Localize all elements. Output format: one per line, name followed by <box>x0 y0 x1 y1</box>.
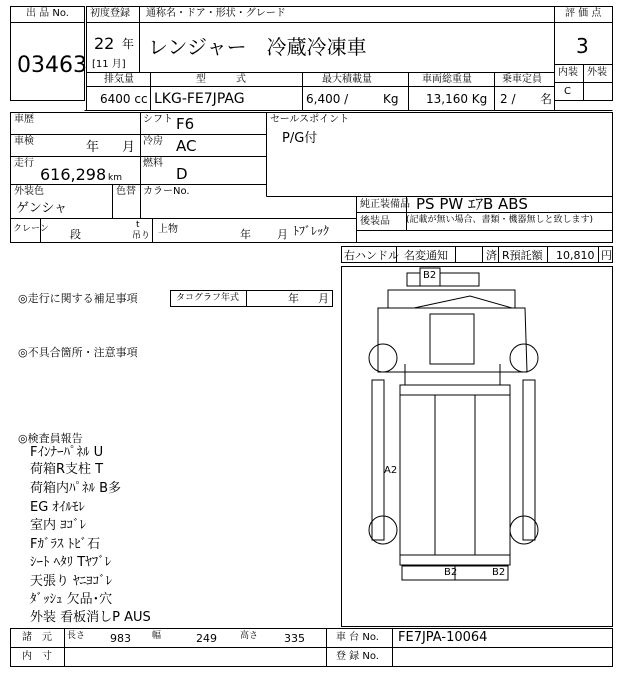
displacement: 6400 cc <box>100 92 148 106</box>
ac: AC <box>176 137 197 155</box>
sales-point-label: セールスポイント <box>270 114 350 125</box>
aftermarket-label: 後装品 <box>360 216 390 227</box>
report-line: 室内 ﾖｺﾞﾚ <box>30 518 87 533</box>
inspection-label: 車検 <box>14 136 34 147</box>
interior-dimensions-label: 内 寸 <box>22 651 52 662</box>
width: 249 <box>196 632 217 645</box>
right-hand-drive: 右ハンドル <box>344 249 399 262</box>
inspector-report-label: ◎検査員報告 <box>18 432 83 445</box>
ac-label: 冷房 <box>143 136 163 147</box>
body-type: ﾄﾌﾞﾚｯｸ <box>293 224 330 238</box>
report-line: ｼｰﾄ ﾍﾀﾘ Tﾔﾌﾞﾚ <box>30 555 112 570</box>
recycle-deposit-amount: 10,810 <box>556 249 595 262</box>
lot-number-label: 出 品 No. <box>26 8 69 19</box>
interior-grade: C <box>564 86 571 97</box>
height: 335 <box>284 632 305 645</box>
tachograph-year-unit: 年 <box>288 292 299 305</box>
crane-lift-unit: 吊り <box>132 231 151 241</box>
chassis-number: FE7JPA-10064 <box>398 630 488 645</box>
displacement-label: 排気量 <box>104 74 134 85</box>
height-label: 高さ <box>240 631 259 641</box>
truck-diagram <box>369 268 538 580</box>
report-line: 外装 看板消しP AUS <box>30 610 151 625</box>
recycle-deposit-label: R預託額 <box>502 249 543 262</box>
damage-mark-front: B2 <box>423 270 437 281</box>
dimensions-label: 諸 元 <box>22 632 52 643</box>
fuel-label: 燃料 <box>143 158 163 169</box>
chassis-number-label: 車 台 No. <box>336 632 379 643</box>
report-line: EG ｵｲﾙﾓﾚ <box>30 500 85 515</box>
registration-month: [11 月] <box>92 59 126 70</box>
color-number-label: カラーNo. <box>143 186 190 197</box>
shift-label: シフト <box>143 114 173 125</box>
exterior-grade-label: 外装 <box>587 67 607 78</box>
aftermarket-note: (記載が無い場合、書類・機器無しと致します) <box>406 215 594 225</box>
car-name: レンジャー 冷蔵冷凍車 <box>148 35 367 59</box>
gross-weight-label: 車両総重量 <box>422 74 472 85</box>
exterior-color: ゲンシャ <box>16 201 68 216</box>
registration-number-label: 登 録 No. <box>336 651 379 662</box>
interior-grade-label: 内装 <box>558 67 578 78</box>
mileage-unit: km <box>108 173 122 183</box>
max-load: 6,400 / <box>306 92 349 106</box>
report-line: 天張り ﾔﾆﾖｺﾞﾚ <box>30 574 113 589</box>
length-label: 長さ <box>67 631 86 641</box>
report-line: 荷箱内ﾊﾟﾈﾙ B多 <box>30 481 122 496</box>
seating-capacity: 2 / <box>500 92 516 106</box>
crane-ton-unit: t <box>136 220 140 230</box>
color-label: 外装色 <box>14 186 44 197</box>
running-notes-label: ◎走行に関する補足事項 <box>18 292 138 305</box>
tachograph-month-unit: 月 <box>318 292 329 305</box>
body-month-unit: 月 <box>277 228 288 241</box>
inspection-year-unit: 年 <box>86 140 100 155</box>
overall-score: 3 <box>576 34 589 58</box>
crane-label: クレーン <box>13 224 49 234</box>
mileage: 616,298 <box>40 165 107 184</box>
color-change-label: 色替 <box>116 186 136 197</box>
capacity-label: 乗車定員 <box>502 74 542 85</box>
model-code: LKG-FE7JPAG <box>154 91 245 107</box>
damage-mark-rear-right: B2 <box>492 567 506 578</box>
damage-mark-rear-left: B2 <box>444 567 458 578</box>
tachograph-label: タコグラフ年式 <box>176 293 240 303</box>
defects-label: ◎不具合箇所・注意事項 <box>18 346 138 359</box>
yen-unit: 円 <box>601 249 612 262</box>
inspection-month-unit: 月 <box>122 140 136 155</box>
registration-year-unit: 年 <box>122 37 135 51</box>
report-line: Fｶﾞﾗｽ ﾄﾋﾞ石 <box>30 537 101 552</box>
body-label: 上物 <box>158 224 178 235</box>
report-line: ﾀﾞｯｼｭ 欠品･穴 <box>30 592 113 607</box>
damage-mark-left: A2 <box>384 465 398 476</box>
history-label: 車歴 <box>14 114 34 125</box>
crane-stage-unit: 段 <box>70 228 81 241</box>
gross-weight: 13,160 Kg <box>426 92 488 106</box>
shift: F6 <box>176 115 195 133</box>
first-registration-label: 初度登録 <box>90 8 130 19</box>
sales-point: P/G付 <box>282 131 318 146</box>
capacity-unit: 名 <box>540 92 553 106</box>
report-line: 荷箱R支柱 T <box>30 462 104 477</box>
equipment: PS PW ｴｱB ABS <box>416 195 528 213</box>
max-load-unit: Kg <box>383 92 399 106</box>
model-grade-label: 通称名・ドア・形状・グレード <box>146 8 286 19</box>
max-load-label: 最大積載量 <box>322 74 372 85</box>
lot-number: 03463 <box>17 53 87 78</box>
equipment-label: 純正装備品 <box>360 199 410 210</box>
registration-year: 22 <box>94 34 115 53</box>
name-change-notice: 名変通知 <box>404 249 448 262</box>
mileage-label: 走行 <box>14 158 34 169</box>
score-label: 評 価 点 <box>565 8 602 19</box>
length: 983 <box>110 632 131 645</box>
fuel: D <box>176 165 188 183</box>
sales-status: 済 <box>486 249 497 262</box>
model-code-label: 型 式 <box>196 74 246 85</box>
width-label: 幅 <box>152 631 162 641</box>
body-year-unit: 年 <box>240 228 251 241</box>
report-line: Fｲﾝﾅｰﾊﾟﾈﾙ U <box>30 445 104 460</box>
